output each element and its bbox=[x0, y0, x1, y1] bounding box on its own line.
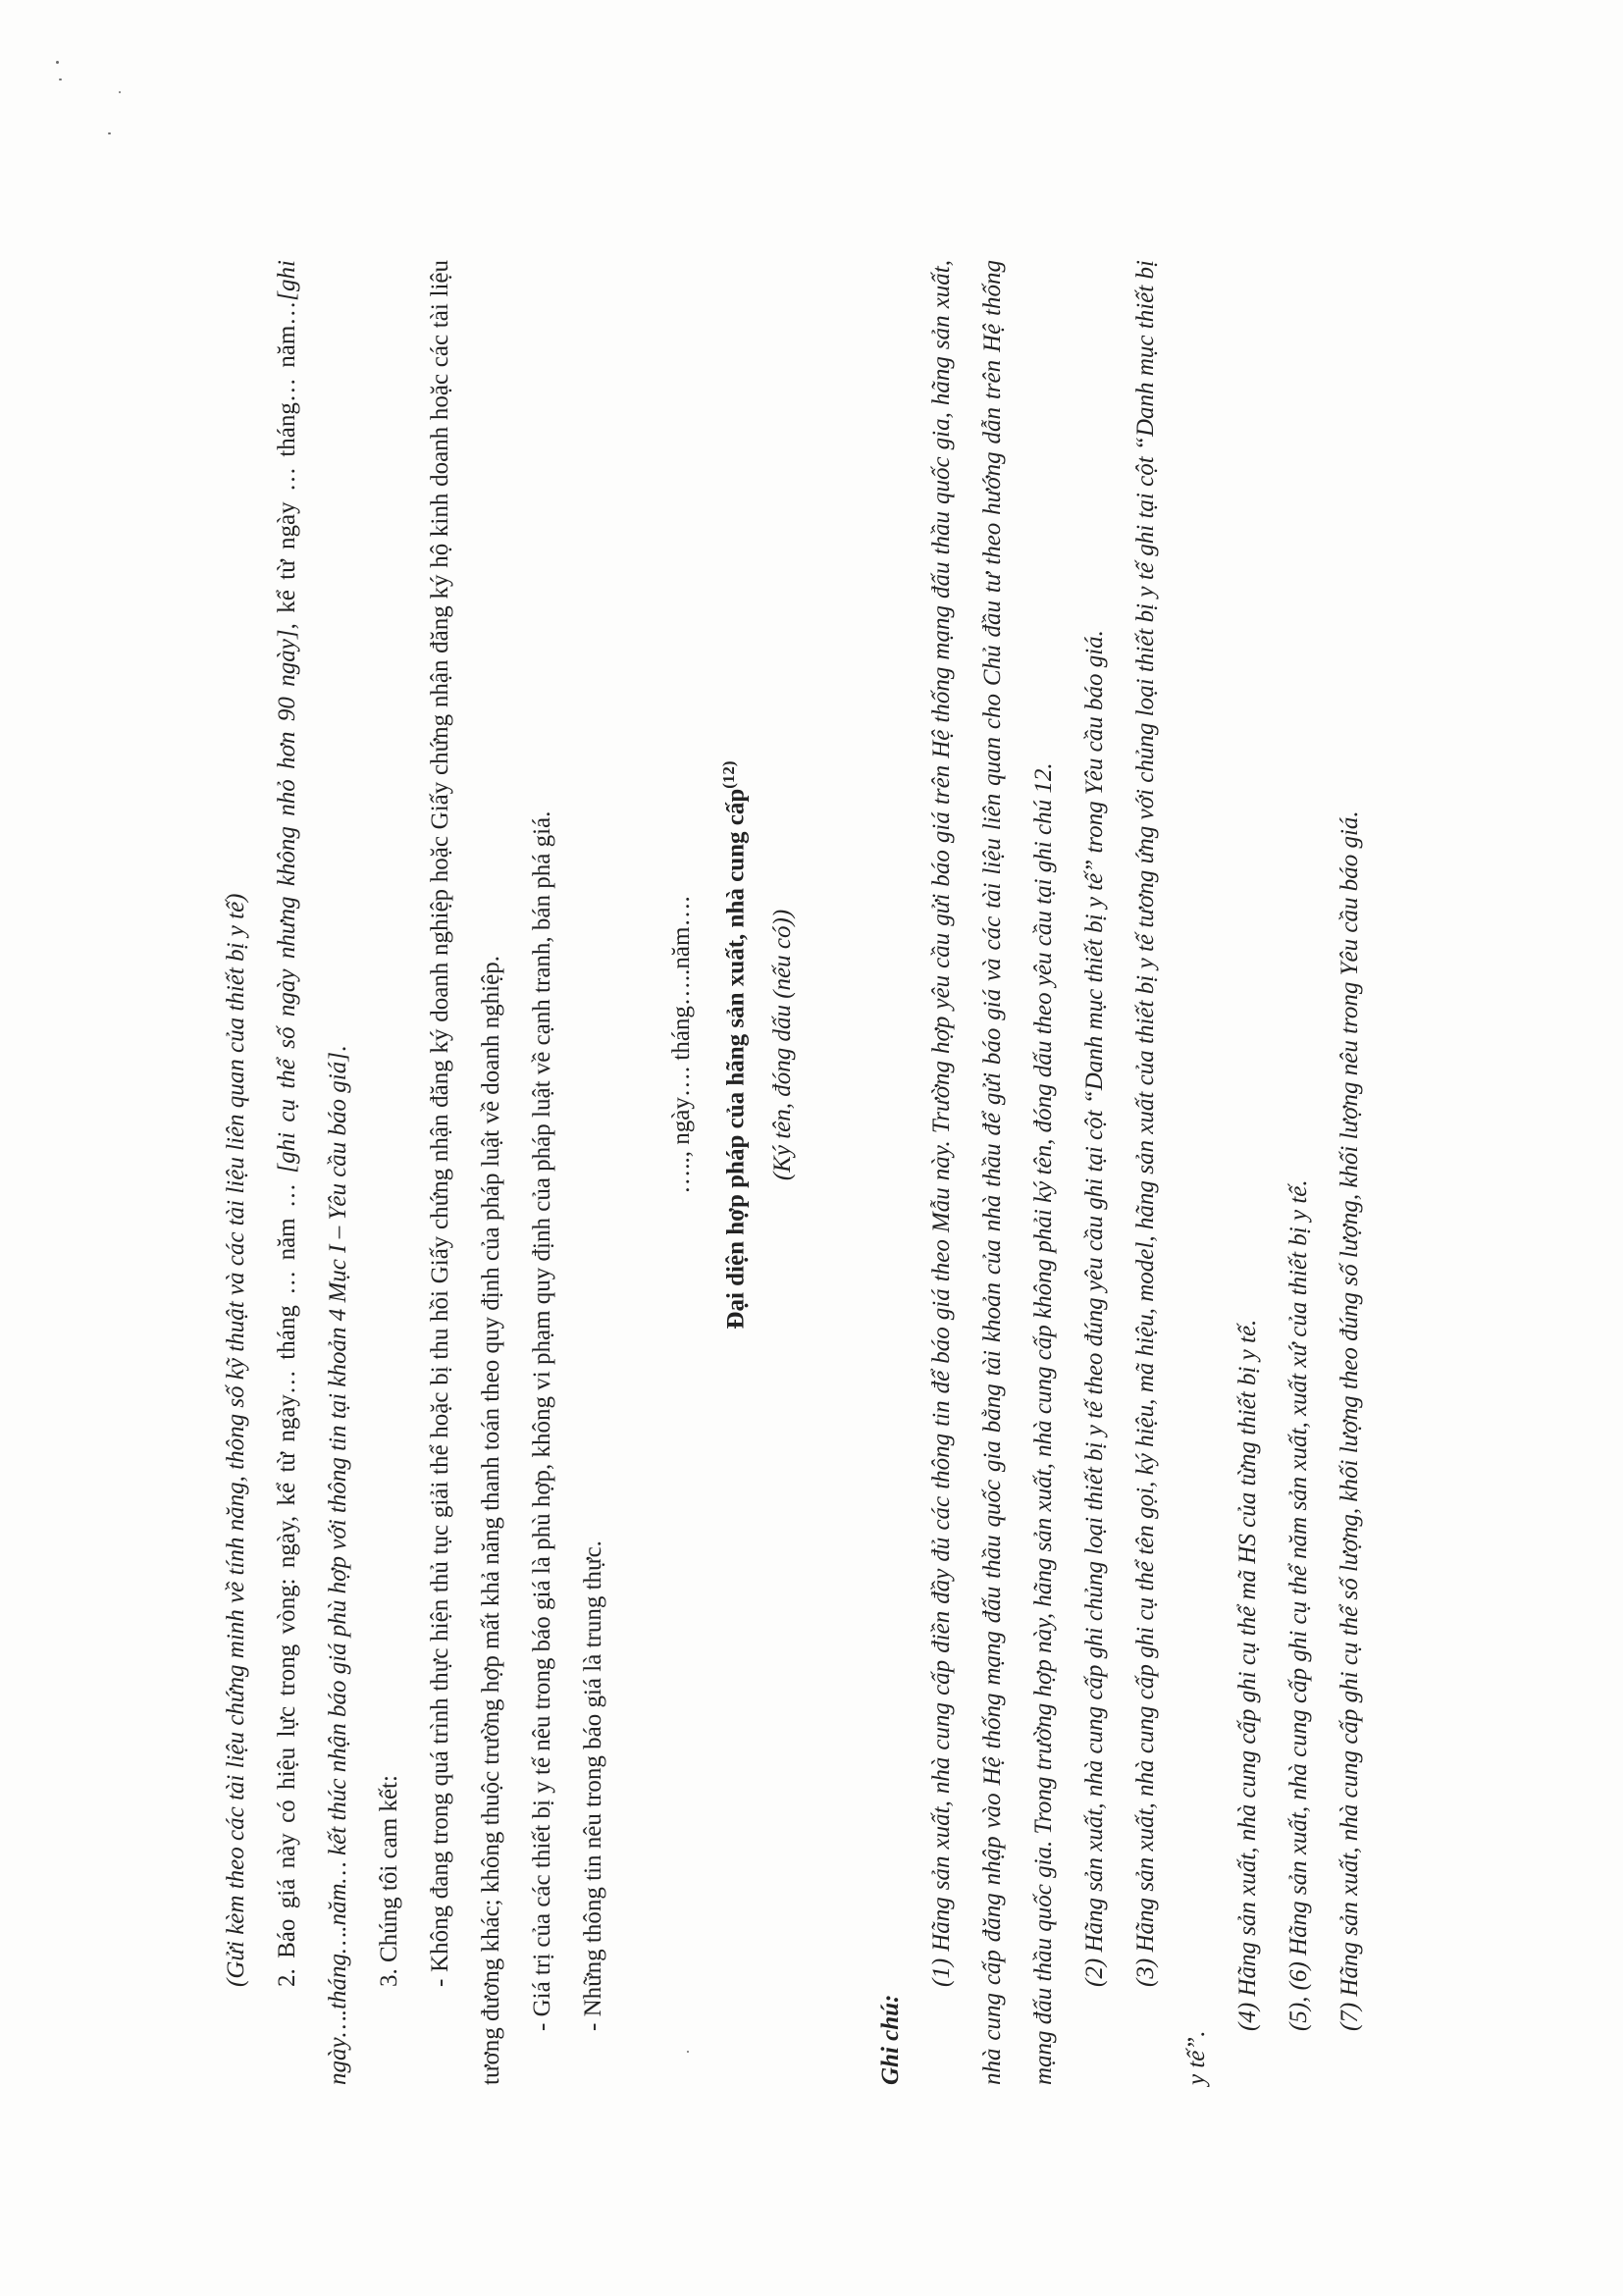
note-5-6: (5), (6) Hãng sản xuất, nhà cung cấp ghi cụ thể năm sản xuất, xuất xứ của thiết bị y tế. bbox=[1285, 1179, 1313, 2031]
signature-title bbox=[706, 260, 759, 2085]
notes-heading: Ghi chú: bbox=[877, 1994, 905, 2085]
validity-days-note: [ghi cụ thể số ngày nhưng không nhỏ hơn 90 ngày] bbox=[274, 629, 300, 1174]
signature-footnote-ref: (12) bbox=[719, 760, 738, 789]
note-4: (4) Hãng sản xuất, nhà cung cấp ghi cụ thể mã HS của từng thiết bị y tế. bbox=[1234, 1319, 1262, 2031]
signature-date: ….., ngày…. tháng…..năm…. bbox=[668, 896, 695, 1194]
document-body bbox=[211, 260, 1376, 2085]
commitment-2: - Giá trị của các thiết bị y tế nêu trong báo giá là phù hợp, không vi phạm quy định của pháp luật về cạnh tranh, bán phá giá. bbox=[529, 810, 555, 2031]
validity-end-note: [ghi ngày….tháng….năm… kết thúc nhận báo giá phù hợp với thông tin tại khoản 4 Mục I – Yêu cầu báo giá] bbox=[274, 260, 351, 2085]
signature-title-text: Đại diện hợp pháp của hãng sản xuất, nhà cung cấp bbox=[722, 788, 750, 1330]
note-7: (7) Hãng sản xuất, nhà cung cấp ghi cụ thể số lượng, khối lượng theo đúng số lượng, khối lượng nêu trong Yêu cầu báo giá. bbox=[1336, 810, 1364, 2031]
validity-paragraph bbox=[262, 260, 364, 2085]
validity-period: . bbox=[325, 1045, 351, 1053]
note-1: (1) Hãng sản xuất, nhà cung cấp điền đầy đủ các thông tin để báo giá theo Mẫu này. Trường hợp yêu cầu gửi báo giá trên Hệ thống mạng đấu thầu quốc gia, hãng sản xuất, nhà cung cấp đăng nhập vào Hệ thống mạng đấu thầu quốc gia bằng tài khoản của nhà thầu để gửi báo giá và các tài liệu liên quan cho Chủ đầu tư theo hướng dẫn trên Hệ thống mạng đấu thầu quốc gia. Trong trường hợp này, hãng sản xuất, nhà cung cấp không phải ký tên, đóng dấu theo yêu cầu tại ghi chú 12. bbox=[928, 260, 1058, 2085]
attachment-note: (Gửi kèm theo các tài liệu chứng minh về tính năng, thông số kỹ thuật và các tài liệu liên quan của thiết bị y tế) bbox=[223, 893, 249, 1987]
signature-block bbox=[658, 260, 807, 2085]
note-3: (3) Hãng sản xuất, nhà cung cấp ghi cụ thể tên gọi, ký hiệu, mã hiệu, model, hãng sản xuất của thiết bị y tế tương ứng với chủng loại thiết bị y tế ghi tại cột “Danh mục thiết bị y tế”. bbox=[1132, 260, 1211, 2085]
note-2: (2) Hãng sản xuất, nhà cung cấp ghi chủng loại thiết bị y tế theo đúng yêu cầu ghi tại cột “Danh mục thiết bị y tế” trong Yêu cầu báo giá. bbox=[1081, 630, 1109, 1987]
validity-text-2: , kể từ ngày … tháng… năm… bbox=[274, 300, 300, 630]
validity-text: 2. Báo giá này có hiệu lực trong vòng: ngày, kể từ ngày… tháng … năm … bbox=[274, 1173, 300, 1987]
commitment-1: - Không đang trong quá trình thực hiện thủ tục giải thể hoặc bị thu hồi Giấy chứng nhận đăng ký doanh nghiệp hoặc Giấy chứng nhận đăng ký hộ kinh doanh hoặc các tài liệu tương đương khác; không thuộc trường hợp mất khả năng thanh toán theo quy định của pháp luật về doanh nghiệp. bbox=[427, 260, 504, 2085]
notes-section bbox=[865, 260, 1376, 2085]
commitment-heading: 3. Chúng tôi cam kết: bbox=[376, 1775, 402, 1987]
commitment-3: - Những thông tin nêu trong báo giá là trung thực. bbox=[580, 1540, 606, 2031]
signature-subtitle: (Ký tên, đóng dấu (nếu có)) bbox=[769, 909, 797, 1181]
